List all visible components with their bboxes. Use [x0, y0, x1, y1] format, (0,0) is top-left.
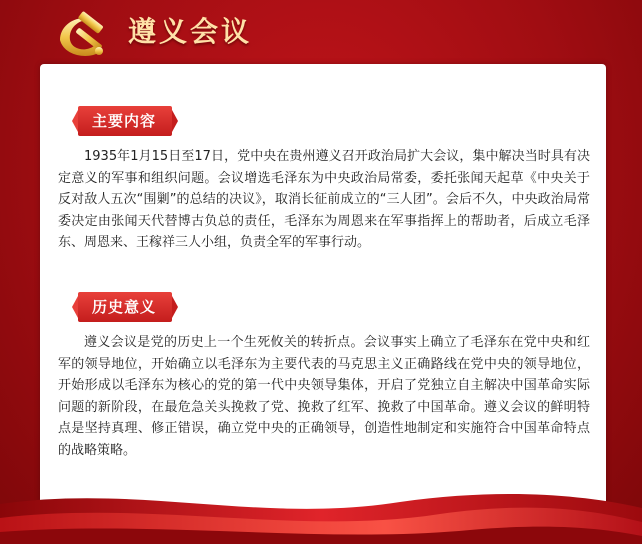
page-title: 遵义会议 [128, 15, 253, 48]
section-heading-main-content: 主要内容 [78, 106, 172, 136]
red-silk-wave-decoration [0, 474, 642, 544]
hammer-sickle-icon [52, 10, 116, 58]
historical-significance-paragraph: 遵义会议是党的历史上一个生死攸关的转折点。会议事实上确立了毛泽东在党中央和红军的领导地位，开始确立以毛泽东为主要代表的马克思主义正确路线在党中央的领导地位，开始形成以毛泽东为核心的党的第一代中央领导集体，开启了党独立自主解决中国革命实际问题的新阶段，在最危急关头挽救了党、挽救了红军、挽救了中国革命。遵义会议的鲜明特点是坚持真理、修正错误，确立党中央的正确领导，创造性地制定和实施符合中国革命特点的战略策略。 [58, 335, 590, 458]
main-content-paragraph: 1935年1月15日至17日，党中央在贵州遵义召开政治局扩大会议，集中解决当时具有决定意义的军事和组织问题。会议增选毛泽东为中央政治局常委，委托张闻天起草《中央关于反对敌人五次“围剿”的总结的决议》，取消长征前成立的“三人团”。会后不久，中央政治局常委决定由张闻天代替博古负总的责任，毛泽东为周恩来在军事指挥上的帮助者，后成立毛泽东、周恩来、王稼祥三人小组，负责全军的军事行动。 [58, 149, 590, 251]
section-heading-historical-significance: 历史意义 [78, 292, 172, 322]
content-card [40, 64, 606, 510]
header [0, 0, 642, 62]
